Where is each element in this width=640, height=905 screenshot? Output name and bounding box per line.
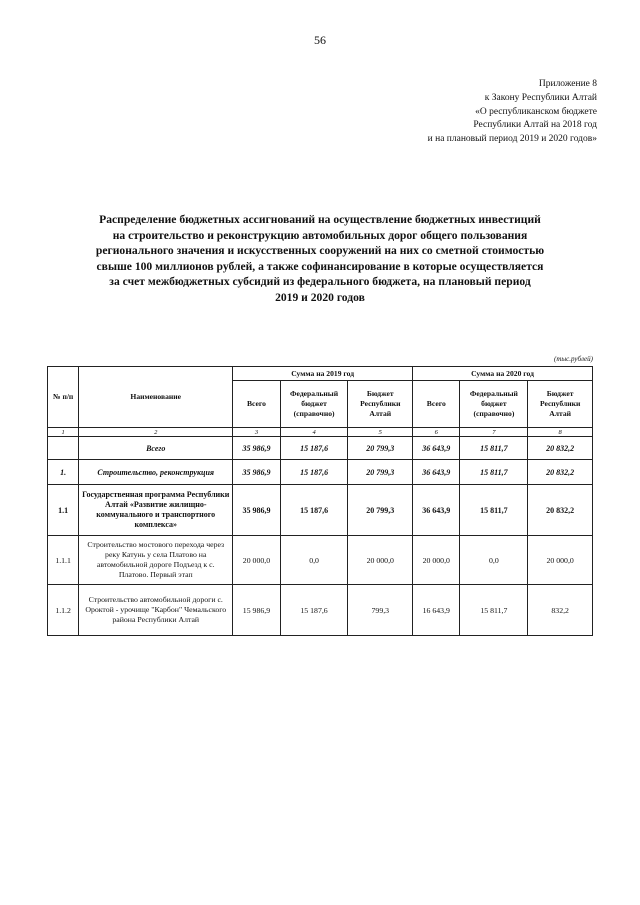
cell-value: 20 832,2 bbox=[528, 460, 593, 485]
header-row-years bbox=[48, 367, 593, 381]
header-federal-2019: Федеральный бюджет (справочно) bbox=[280, 381, 348, 428]
cell-value: 36 643,9 bbox=[413, 460, 460, 485]
appendix-line: к Закону Республики Алтай bbox=[484, 92, 597, 103]
row-name: Всего bbox=[79, 437, 233, 460]
cell-value: 15 187,6 bbox=[280, 437, 348, 460]
title-line: Распределение бюджетных ассигнований на осуществление бюджетных инвестиций bbox=[99, 213, 541, 226]
cell-value: 15 187,6 bbox=[280, 460, 348, 485]
header-total-2020: Всего bbox=[413, 381, 460, 428]
column-index: 7 bbox=[460, 428, 528, 437]
column-index: 3 bbox=[233, 428, 280, 437]
table-row-object bbox=[48, 536, 593, 585]
cell-value: 15 811,7 bbox=[460, 460, 528, 485]
row-num bbox=[48, 437, 79, 460]
cell-value: 15 811,7 bbox=[460, 485, 528, 536]
header-sum-2019: Сумма на 2019 год bbox=[233, 367, 413, 381]
row-name: Государственная программа Республики Алтай «Развитие жилищно-коммунального и транспортного комплекса» bbox=[79, 485, 233, 536]
cell-value: 16 643,9 bbox=[413, 585, 460, 636]
header-total-2019: Всего bbox=[233, 381, 280, 428]
column-index: 1 bbox=[48, 428, 79, 437]
column-index-row bbox=[48, 428, 593, 437]
cell-value: 20 799,3 bbox=[348, 460, 413, 485]
column-index: 4 bbox=[280, 428, 348, 437]
table-row-object bbox=[48, 585, 593, 636]
cell-value: 0,0 bbox=[280, 536, 348, 585]
row-num: 1.1.1 bbox=[48, 536, 79, 585]
cell-value: 36 643,9 bbox=[413, 485, 460, 536]
column-index: 5 bbox=[348, 428, 413, 437]
document-title bbox=[70, 212, 570, 306]
units-note: (тыс.рублей) bbox=[553, 355, 593, 363]
title-line: на строительство и реконструкцию автомобильных дорог общего пользования bbox=[112, 228, 528, 242]
title-line: 2019 и 2020 годов bbox=[275, 290, 365, 304]
header-republic-2019: Бюджет Республики Алтай bbox=[348, 381, 413, 428]
column-index: 2 bbox=[79, 428, 233, 437]
appendix-line: и на плановый период 2019 и 2020 годов» bbox=[427, 134, 597, 145]
cell-value: 20 000,0 bbox=[348, 536, 413, 585]
cell-value: 35 986,9 bbox=[233, 460, 280, 485]
header-sum-2020: Сумма на 2020 год bbox=[413, 367, 593, 381]
cell-value: 0,0 bbox=[460, 536, 528, 585]
cell-value: 799,3 bbox=[348, 585, 413, 636]
row-num: 1. bbox=[48, 460, 79, 485]
cell-value: 35 986,9 bbox=[233, 485, 280, 536]
header-name: Наименование bbox=[79, 367, 233, 428]
cell-value: 15 187,6 bbox=[280, 485, 348, 536]
cell-value: 35 986,9 bbox=[233, 437, 280, 460]
cell-value: 15 811,7 bbox=[460, 437, 528, 460]
row-name: Строительство автомобильной дороги с. Ороктой - урочище "Карбон" Чемальского района Республики Алтай bbox=[79, 585, 233, 636]
cell-value: 20 000,0 bbox=[413, 536, 460, 585]
appendix-line: Республики Алтай на 2018 год bbox=[473, 120, 597, 131]
cell-value: 15 187,6 bbox=[280, 585, 348, 636]
title-line: за счет межбюджетных субсидий из федерального бюджета, на плановый период bbox=[109, 275, 531, 289]
page-number: 56 bbox=[314, 33, 326, 47]
cell-value: 20 799,3 bbox=[348, 485, 413, 536]
cell-value: 36 643,9 bbox=[413, 437, 460, 460]
title-line: свыше 100 миллионов рублей, а также софинансирование в которые осуществляется bbox=[96, 259, 544, 273]
cell-value: 20 832,2 bbox=[528, 485, 593, 536]
table-row-program bbox=[48, 485, 593, 536]
header-num: № п/п bbox=[48, 367, 79, 428]
row-num: 1.1.2 bbox=[48, 585, 79, 636]
cell-value: 20 799,3 bbox=[348, 437, 413, 460]
budget-table bbox=[47, 366, 593, 636]
cell-value: 20 000,0 bbox=[528, 536, 593, 585]
column-index: 8 bbox=[528, 428, 593, 437]
cell-value: 15 811,7 bbox=[460, 585, 528, 636]
row-name: Строительство, реконструкция bbox=[79, 460, 233, 485]
table-row-section bbox=[48, 460, 593, 485]
row-num: 1.1 bbox=[48, 485, 79, 536]
title-line: регионального значения и искусственных сооружений на них со сметной стоимостью bbox=[95, 244, 545, 258]
header-federal-2020: Федеральный бюджет (справочно) bbox=[460, 381, 528, 428]
table-row-total bbox=[48, 437, 593, 460]
cell-value: 20 832,2 bbox=[528, 437, 593, 460]
cell-value: 20 000,0 bbox=[233, 536, 280, 585]
cell-value: 832,2 bbox=[528, 585, 593, 636]
cell-value: 15 986,9 bbox=[233, 585, 280, 636]
row-name: Строительство мостового перехода через реку Катунь у села Платово на автомобильной дороге Подъезд к с. Платово. Первый этап bbox=[79, 536, 233, 585]
appendix-note bbox=[428, 78, 597, 147]
column-index: 6 bbox=[413, 428, 460, 437]
appendix-line: Приложение 8 bbox=[538, 79, 597, 89]
header-republic-2020: Бюджет Республики Алтай bbox=[528, 381, 593, 428]
appendix-line: «О республиканском бюджете bbox=[475, 106, 597, 117]
